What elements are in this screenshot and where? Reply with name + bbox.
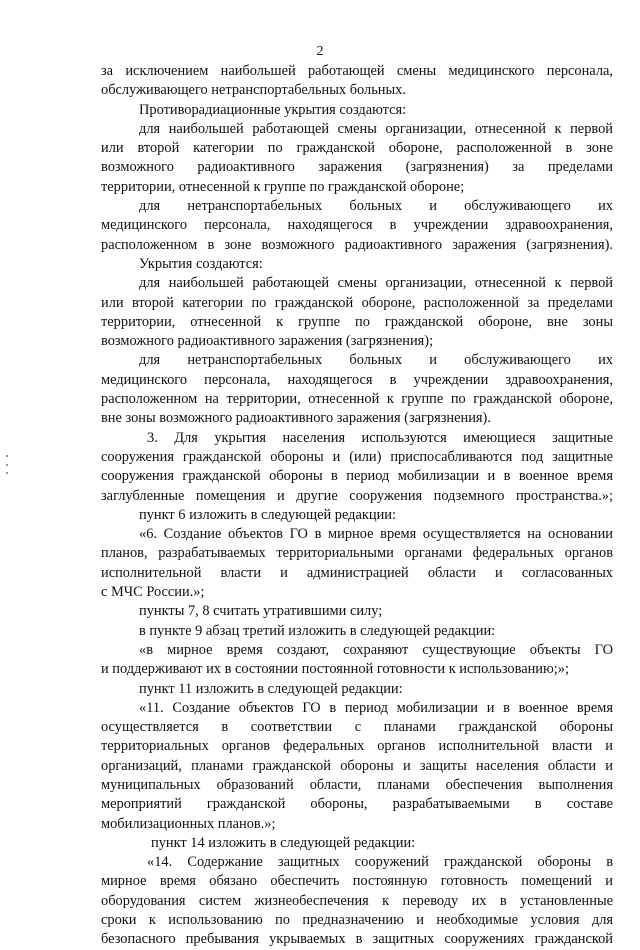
text-line: возможного радиоактивного заражения (загрязнения) за пределами <box>101 159 613 176</box>
document-body <box>101 62 613 950</box>
text-line: Противорадиационные укрытия создаются: <box>139 101 407 118</box>
text-line: сооружения гражданской обороны и (или) приспосабливаются под защитные <box>101 448 613 465</box>
text-line: или второй категории по гражданской обороне, расположенной в зоне <box>101 140 613 157</box>
text-line: безопасного пребывания укрываемых в защитных сооружениях гражданской <box>101 931 613 948</box>
text-line: пункты 7, 8 считать утратившими силу; <box>139 603 383 620</box>
text-line: за исключением наибольшей работающей смены медицинского персонала, <box>101 63 613 79</box>
text-line: заглубленные помещения и другие сооружения подземного пространства.»; <box>101 487 613 504</box>
text-line: пункт 14 изложить в следующей редакции: <box>151 834 416 851</box>
text-line: осуществляется в соответствии с планами гражданской обороны <box>101 719 613 736</box>
text-line: с МЧС России.»; <box>101 584 205 601</box>
text-line: пункт 6 изложить в следующей редакции: <box>139 506 396 523</box>
text-line: оборудования систем жизнеобеспечения к переводу их в установленные <box>101 892 613 909</box>
text-line: исполнительной власти и администрацией области и согласованных <box>101 564 613 581</box>
text-line: территориальных органов федеральных органов исполнительной власти и <box>101 738 613 755</box>
text-line: медицинского персонала, находящегося в учреждении здравоохранения, <box>101 371 613 388</box>
text-line: и поддерживают их в состоянии постоянной готовности к использованию;»; <box>101 661 569 678</box>
text-line: возможного радиоактивного заражения (загрязнения); <box>101 333 434 350</box>
text-line: «14. Содержание защитных сооружений гражданской обороны в <box>147 854 613 871</box>
text-line: медицинского персонала, находящегося в учреждении здравоохранения, <box>101 217 613 234</box>
text-line: 3. Для укрытия населения используются имеющиеся защитные <box>147 429 613 446</box>
text-line: вне зоны возможного радиоактивного заражения (загрязнения). <box>101 410 491 427</box>
text-line: в пункте 9 абзац третий изложить в следующей редакции: <box>139 622 496 639</box>
margin-scan-marks <box>6 455 9 475</box>
text-line: или второй категории по гражданской обороне, расположенной за пределами <box>101 294 613 311</box>
page-number: 2 <box>316 44 324 59</box>
text-line: для наибольшей работающей смены организации, отнесенной к первой <box>139 275 613 292</box>
text-line: для нетранспортабельных больных и обслуживающего их <box>139 352 613 369</box>
text-line: «11. Создание объектов ГО в период мобилизации и в военное время <box>139 699 613 716</box>
text-line: территории, отнесенной к группе по гражданской обороне; <box>101 178 465 195</box>
text-line: для наибольшей работающей смены организации, отнесенной к первой <box>139 120 613 137</box>
text-line: организаций, планами гражданской обороны и защиты населения области и <box>101 757 613 774</box>
text-line: расположенном в зоне возможного радиоактивного заражения (загрязнения). <box>101 236 613 253</box>
text-line: расположенном на территории, отнесенной к группе по гражданской обороне, <box>101 391 613 408</box>
text-line: Укрытия создаются: <box>139 255 263 272</box>
text-line: для нетранспортабельных больных и обслуживающего их <box>139 198 613 215</box>
text-line: планов, разрабатываемых территориальными органами федеральных органов <box>101 545 613 562</box>
text-line: мероприятий гражданской обороны, разрабатываемыми в составе <box>101 796 613 813</box>
text-line: территории, отнесенной к группе по гражданской обороне, вне зоны <box>101 313 613 330</box>
text-line: «в мирное время создают, сохраняют существующие объекты ГО <box>139 641 613 658</box>
text-line: пункт 11 изложить в следующей редакции: <box>139 680 403 697</box>
text-line: сроки к использованию по предназначению и необходимые условия для <box>101 912 613 929</box>
text-line: «6. Создание объектов ГО в мирное время осуществляется на основании <box>139 526 613 543</box>
text-line: обслуживающего нетранспортабельных больных. <box>101 82 406 99</box>
text-line: мирное время обязано обеспечить постоянную готовность помещений и <box>101 873 613 890</box>
text-line: сооружения гражданской обороны в период мобилизации и в военное время <box>101 468 613 485</box>
text-line: мобилизационных планов.»; <box>101 815 276 832</box>
text-line: муниципальных образований области, планами обеспечения выполнения <box>101 776 613 793</box>
